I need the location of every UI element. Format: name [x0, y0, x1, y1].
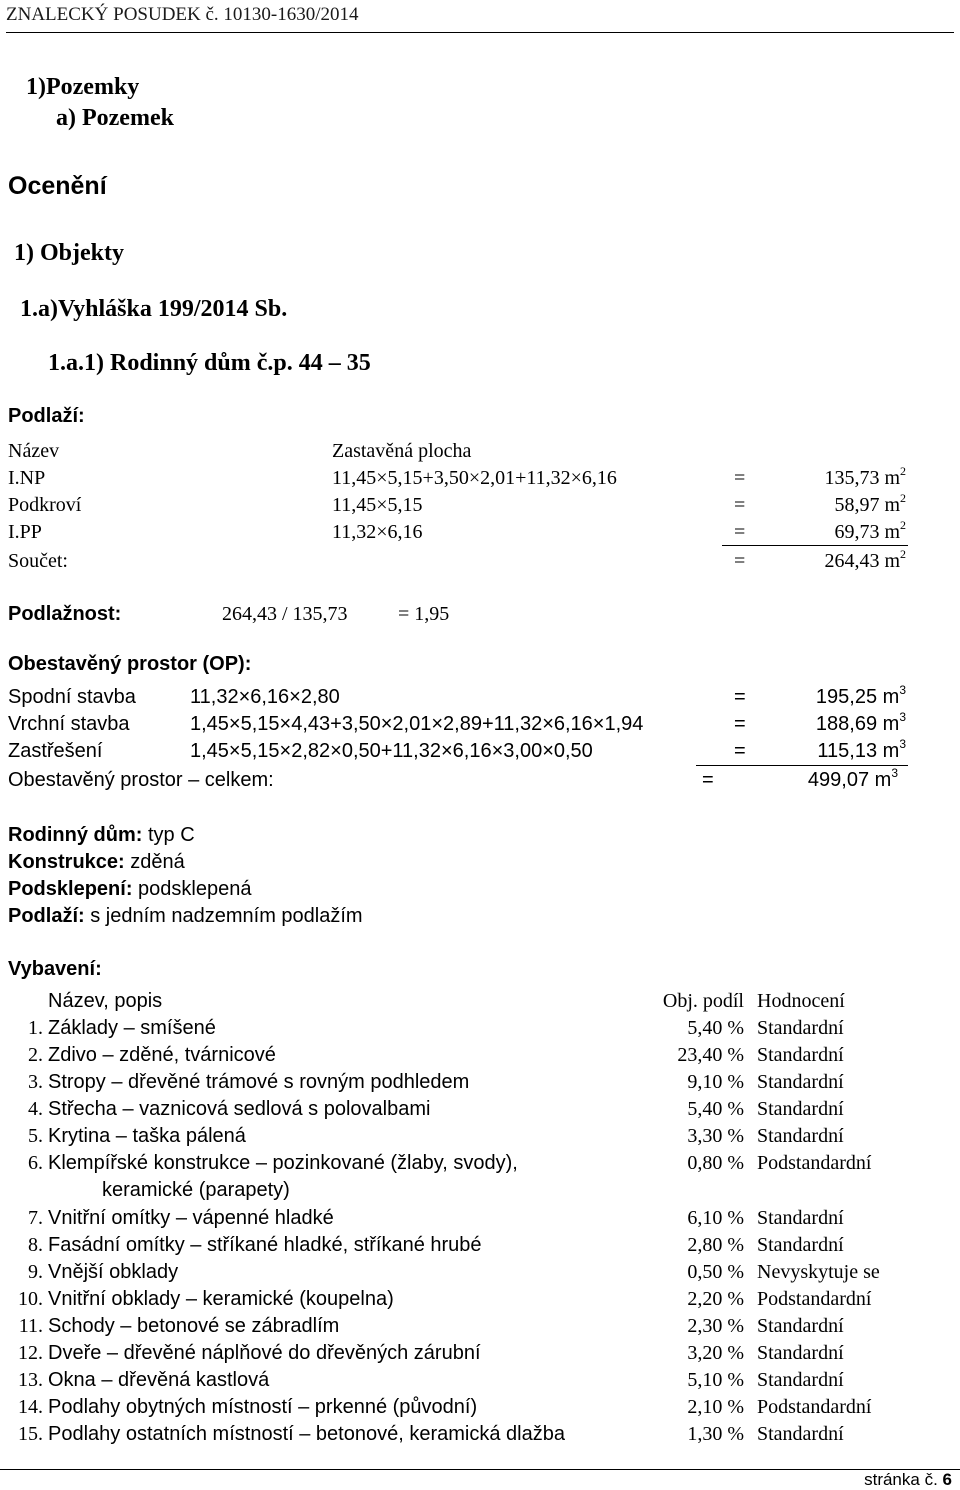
row-eq: =	[734, 467, 746, 489]
row-value: 115,13 $m^3$	[817, 737, 906, 762]
item-rating: Standardní	[757, 1234, 844, 1256]
item-share: 3,20 %	[687, 1342, 744, 1364]
row-value: 69,73 $m^2$	[834, 518, 906, 543]
vybaveni-label: Vybavení:	[8, 958, 102, 980]
podlaznost-result: = 1,95	[398, 603, 450, 625]
item-number: 5.	[28, 1125, 43, 1147]
document-header: ZNALECKÝ POSUDEK č. 10130-1630/2014	[6, 4, 359, 25]
item-name: Střecha – vaznicová sedlová s polovalbami	[48, 1098, 431, 1120]
item-rating: Standardní	[757, 1369, 844, 1391]
row-value: 135,73 $m^2$	[824, 464, 906, 489]
podlazi-col-area: Zastavěná plocha	[332, 440, 472, 462]
item-name: Vnitřní obklady – keramické (koupelna)	[48, 1288, 394, 1310]
row-name: I.NP	[8, 467, 46, 489]
sum-name: Součet:	[8, 550, 68, 572]
row-value: 195,25 $m^3$	[815, 683, 906, 708]
item-share: 5,40 %	[687, 1017, 744, 1039]
item-share: 2,20 %	[687, 1288, 744, 1310]
sum-eq: =	[734, 550, 746, 572]
row-formula: 1,45×5,15×2,82×0,50+11,32×6,16×3,00×0,50	[190, 740, 593, 762]
item-share: 5,10 %	[687, 1369, 744, 1391]
row-name: Vrchní stavba	[8, 713, 130, 735]
item-rating: Standardní	[757, 1423, 844, 1445]
row-name: Zastřešení	[8, 740, 103, 762]
item-share: 0,80 %	[687, 1152, 744, 1174]
page-footer: stránka č. 6	[864, 1470, 952, 1489]
section-pozemek: a) Pozemek	[56, 105, 174, 131]
prop-konstrukce: Konstrukce: zděná	[8, 851, 185, 873]
item-share: 1,30 %	[687, 1423, 744, 1445]
row-eq: =	[734, 686, 746, 708]
section-vyhlaska: 1.a)Vyhláška 199/2014 Sb.	[20, 296, 288, 322]
podlazi-col-name: Název	[8, 440, 60, 462]
header-rule	[6, 32, 954, 33]
item-number: 10.	[18, 1288, 43, 1310]
podlaznost-formula: 264,43 / 135,73	[222, 603, 348, 625]
item-number: 7.	[28, 1207, 43, 1229]
row-eq: =	[734, 521, 746, 543]
row-formula: 1,45×5,15×4,43+3,50×2,01×2,89+11,32×6,16×1,94	[190, 713, 644, 735]
item-share: 5,40 %	[687, 1098, 744, 1120]
section-objekty: 1) Objekty	[14, 240, 124, 266]
item-rating: Podstandardní	[757, 1152, 872, 1174]
item-number: 3.	[28, 1071, 43, 1093]
item-share: 2,30 %	[687, 1315, 744, 1337]
item-rating: Standardní	[757, 1342, 844, 1364]
item-rating: Standardní	[757, 1125, 844, 1147]
item-share: 0,50 %	[687, 1261, 744, 1283]
total-value: 499,07 $m^3$	[807, 766, 898, 791]
footer-rule	[0, 1469, 960, 1470]
item-share: 2,10 %	[687, 1396, 744, 1418]
item-name: Schody – betonové se zábradlím	[48, 1315, 340, 1337]
vybaveni-col-rating: Hodnocení	[757, 990, 845, 1012]
item-share: 23,40 %	[677, 1044, 744, 1066]
prop-rodinny-dum: Rodinný dům: typ C	[8, 824, 195, 846]
row-eq: =	[734, 740, 746, 762]
item-share: 9,10 %	[687, 1071, 744, 1093]
item-name: Klempířské konstrukce – pozinkované (žlaby, svody),	[48, 1152, 518, 1174]
item-name: Vnější obklady	[48, 1261, 179, 1283]
item-name: Stropy – dřevěné trámové s rovným podhledem	[48, 1071, 470, 1093]
prop-podsklepeni: Podsklepení: podsklepená	[8, 878, 252, 900]
total-eq: =	[702, 769, 714, 791]
item-name: Okna – dřevěná kastlová	[48, 1369, 270, 1391]
item-number: 4.	[28, 1098, 43, 1120]
vybaveni-col-share: Obj. podíl	[662, 990, 744, 1012]
total-rule	[696, 765, 908, 766]
item-share: 3,30 %	[687, 1125, 744, 1147]
podlazi-label: Podlaží:	[8, 405, 85, 427]
item-name-continued: keramické (parapety)	[102, 1179, 290, 1201]
item-rating: Standardní	[757, 1207, 844, 1229]
item-name: Krytina – taška pálená	[48, 1125, 246, 1147]
item-number: 15.	[18, 1423, 43, 1445]
item-name: Zdivo – zděné, tvárnicové	[48, 1044, 276, 1066]
item-rating: Standardní	[757, 1071, 844, 1093]
item-rating: Podstandardní	[757, 1288, 872, 1310]
item-rating: Standardní	[757, 1315, 844, 1337]
item-name: Vnitřní omítky – vápenné hladké	[48, 1207, 334, 1229]
item-name: Fasádní omítky – stříkané hladké, stříkané hrubé	[48, 1234, 482, 1256]
item-rating: Podstandardní	[757, 1396, 872, 1418]
prop-podlazi: Podlaží: s jedním nadzemním podlažím	[8, 905, 363, 927]
item-name: Podlahy ostatních místností – betonové, keramická dlažba	[48, 1423, 565, 1445]
row-formula: 11,32×6,16	[332, 521, 423, 543]
op-label: Obestavěný prostor (OP):	[8, 653, 252, 675]
row-formula: 11,45×5,15	[332, 494, 423, 516]
item-number: 1.	[28, 1017, 43, 1039]
row-eq: =	[734, 713, 746, 735]
item-number: 8.	[28, 1234, 43, 1256]
item-rating: Standardní	[757, 1017, 844, 1039]
section-oceneni: Ocenění	[8, 172, 107, 200]
row-formula: 11,32×6,16×2,80	[190, 686, 340, 708]
item-rating: Nevyskytuje se	[757, 1261, 880, 1283]
section-pozemky: 1)Pozemky	[26, 74, 140, 100]
row-value: 188,69 $m^3$	[815, 710, 906, 735]
total-name: Obestavěný prostor – celkem:	[8, 769, 274, 791]
item-name: Podlahy obytných místností – prkenné (původní)	[48, 1396, 478, 1418]
item-number: 12.	[18, 1342, 43, 1364]
podlaznost-label: Podlažnost:	[8, 603, 122, 625]
item-name: Dveře – dřevěné náplňové do dřevěných zárubní	[48, 1342, 481, 1364]
row-formula: 11,45×5,15+3,50×2,01+11,32×6,16	[332, 467, 617, 489]
row-eq: =	[734, 494, 746, 516]
item-number: 2.	[28, 1044, 43, 1066]
item-number: 11.	[18, 1315, 43, 1337]
sum-rule	[722, 545, 908, 546]
row-value: 58,97 $m^2$	[834, 491, 906, 516]
item-number: 9.	[28, 1261, 43, 1283]
item-number: 13.	[18, 1369, 43, 1391]
row-name: Podkroví	[8, 494, 82, 516]
item-number: 6.	[28, 1152, 43, 1174]
item-rating: Standardní	[757, 1044, 844, 1066]
item-name: Základy – smíšené	[48, 1017, 216, 1039]
item-rating: Standardní	[757, 1098, 844, 1120]
row-name: I.PP	[8, 521, 42, 543]
item-number: 14.	[18, 1396, 43, 1418]
section-rodinny-dum: 1.a.1) Rodinný dům č.p. 44 – 35	[48, 350, 371, 376]
item-share: 2,80 %	[687, 1234, 744, 1256]
sum-value: 264,43 $m^2$	[824, 547, 906, 572]
vybaveni-col-name: Název, popis	[48, 990, 163, 1012]
row-name: Spodní stavba	[8, 686, 136, 708]
item-share: 6,10 %	[687, 1207, 744, 1229]
